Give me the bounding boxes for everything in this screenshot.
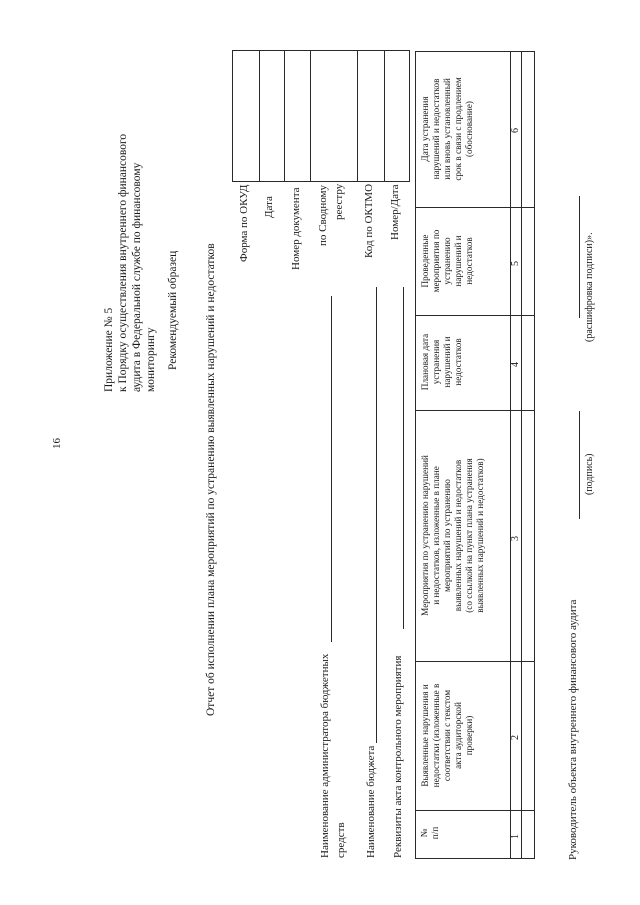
field-act-underline <box>403 287 404 629</box>
signature-line <box>579 411 580 519</box>
field-admin-underline <box>331 296 332 642</box>
field-act-label: Реквизиты акта контрольного мероприятия <box>392 655 404 858</box>
field-budget-label: Наименование бюджета <box>365 745 377 858</box>
appendix-line-1: к Порядку осуществления внутреннего финансового <box>117 133 129 392</box>
header-cell-4: Плановая дата устранения нарушений и недостатков <box>420 333 463 391</box>
column-number: 4 <box>510 362 521 367</box>
header-cell-3: Мероприятия по устранению нарушений и недостатков, изложенные в плане мероприятий по устранению выявленных нарушений и недостатков (со ссылкой на пункт плана устранения выявленных нарушений и недостатков) <box>420 455 485 616</box>
column-number: 2 <box>510 735 521 740</box>
field-admin-label-1: Наименование администратора бюджетных <box>319 653 331 858</box>
label-number-date: Номер/Дата <box>389 184 401 240</box>
header-cell-1: № п/п <box>419 826 440 840</box>
label-date: Дата <box>263 196 275 218</box>
column-number: 5 <box>510 261 521 266</box>
field-budget-underline <box>376 287 377 743</box>
decode-caption: (расшифровка подписи)». <box>584 232 595 342</box>
header-cell-6: Дата устранения нарушений и недостатков или вновь установленный срок в связи с продлением (обоснование) <box>420 77 474 181</box>
sample-label: Рекомендуемый образец <box>167 250 179 370</box>
column-number: 1 <box>510 834 521 839</box>
label-registry-1: по Сводному <box>317 184 329 246</box>
signature-head-label: Руководитель объекта внутреннего финансового аудита <box>567 599 579 860</box>
label-registry-2: реестру <box>333 183 345 220</box>
header-cell-2: Выявленные нарушения и недостатки (изложенные в соответствии с текстом акта аудиторской проверки) <box>420 683 474 788</box>
label-oktmo: Код по ОКТМО <box>363 183 375 258</box>
signature-caption: (подпись) <box>584 453 595 495</box>
appendix-line-3: мониторингу <box>145 327 157 392</box>
appendix-line-2: аудита в Федеральной службе по финансовому <box>131 162 143 392</box>
field-admin-label-2: средств <box>335 822 347 858</box>
decode-line <box>579 196 580 318</box>
page-number: 16 <box>51 438 63 449</box>
appendix-title: Приложение № 5 <box>103 307 115 392</box>
header-cell-5: Проведенные мероприятия по устранению нарушений и недостатков <box>420 229 474 293</box>
label-okud: Форма по ОКУД <box>238 184 250 262</box>
report-title: Отчет об исполнении плана мероприятий по устранению выявленных нарушений и недостатков <box>205 243 217 716</box>
label-doc-number: Номер документа <box>290 187 302 270</box>
column-number: 3 <box>510 536 521 541</box>
column-number: 6 <box>510 128 521 133</box>
